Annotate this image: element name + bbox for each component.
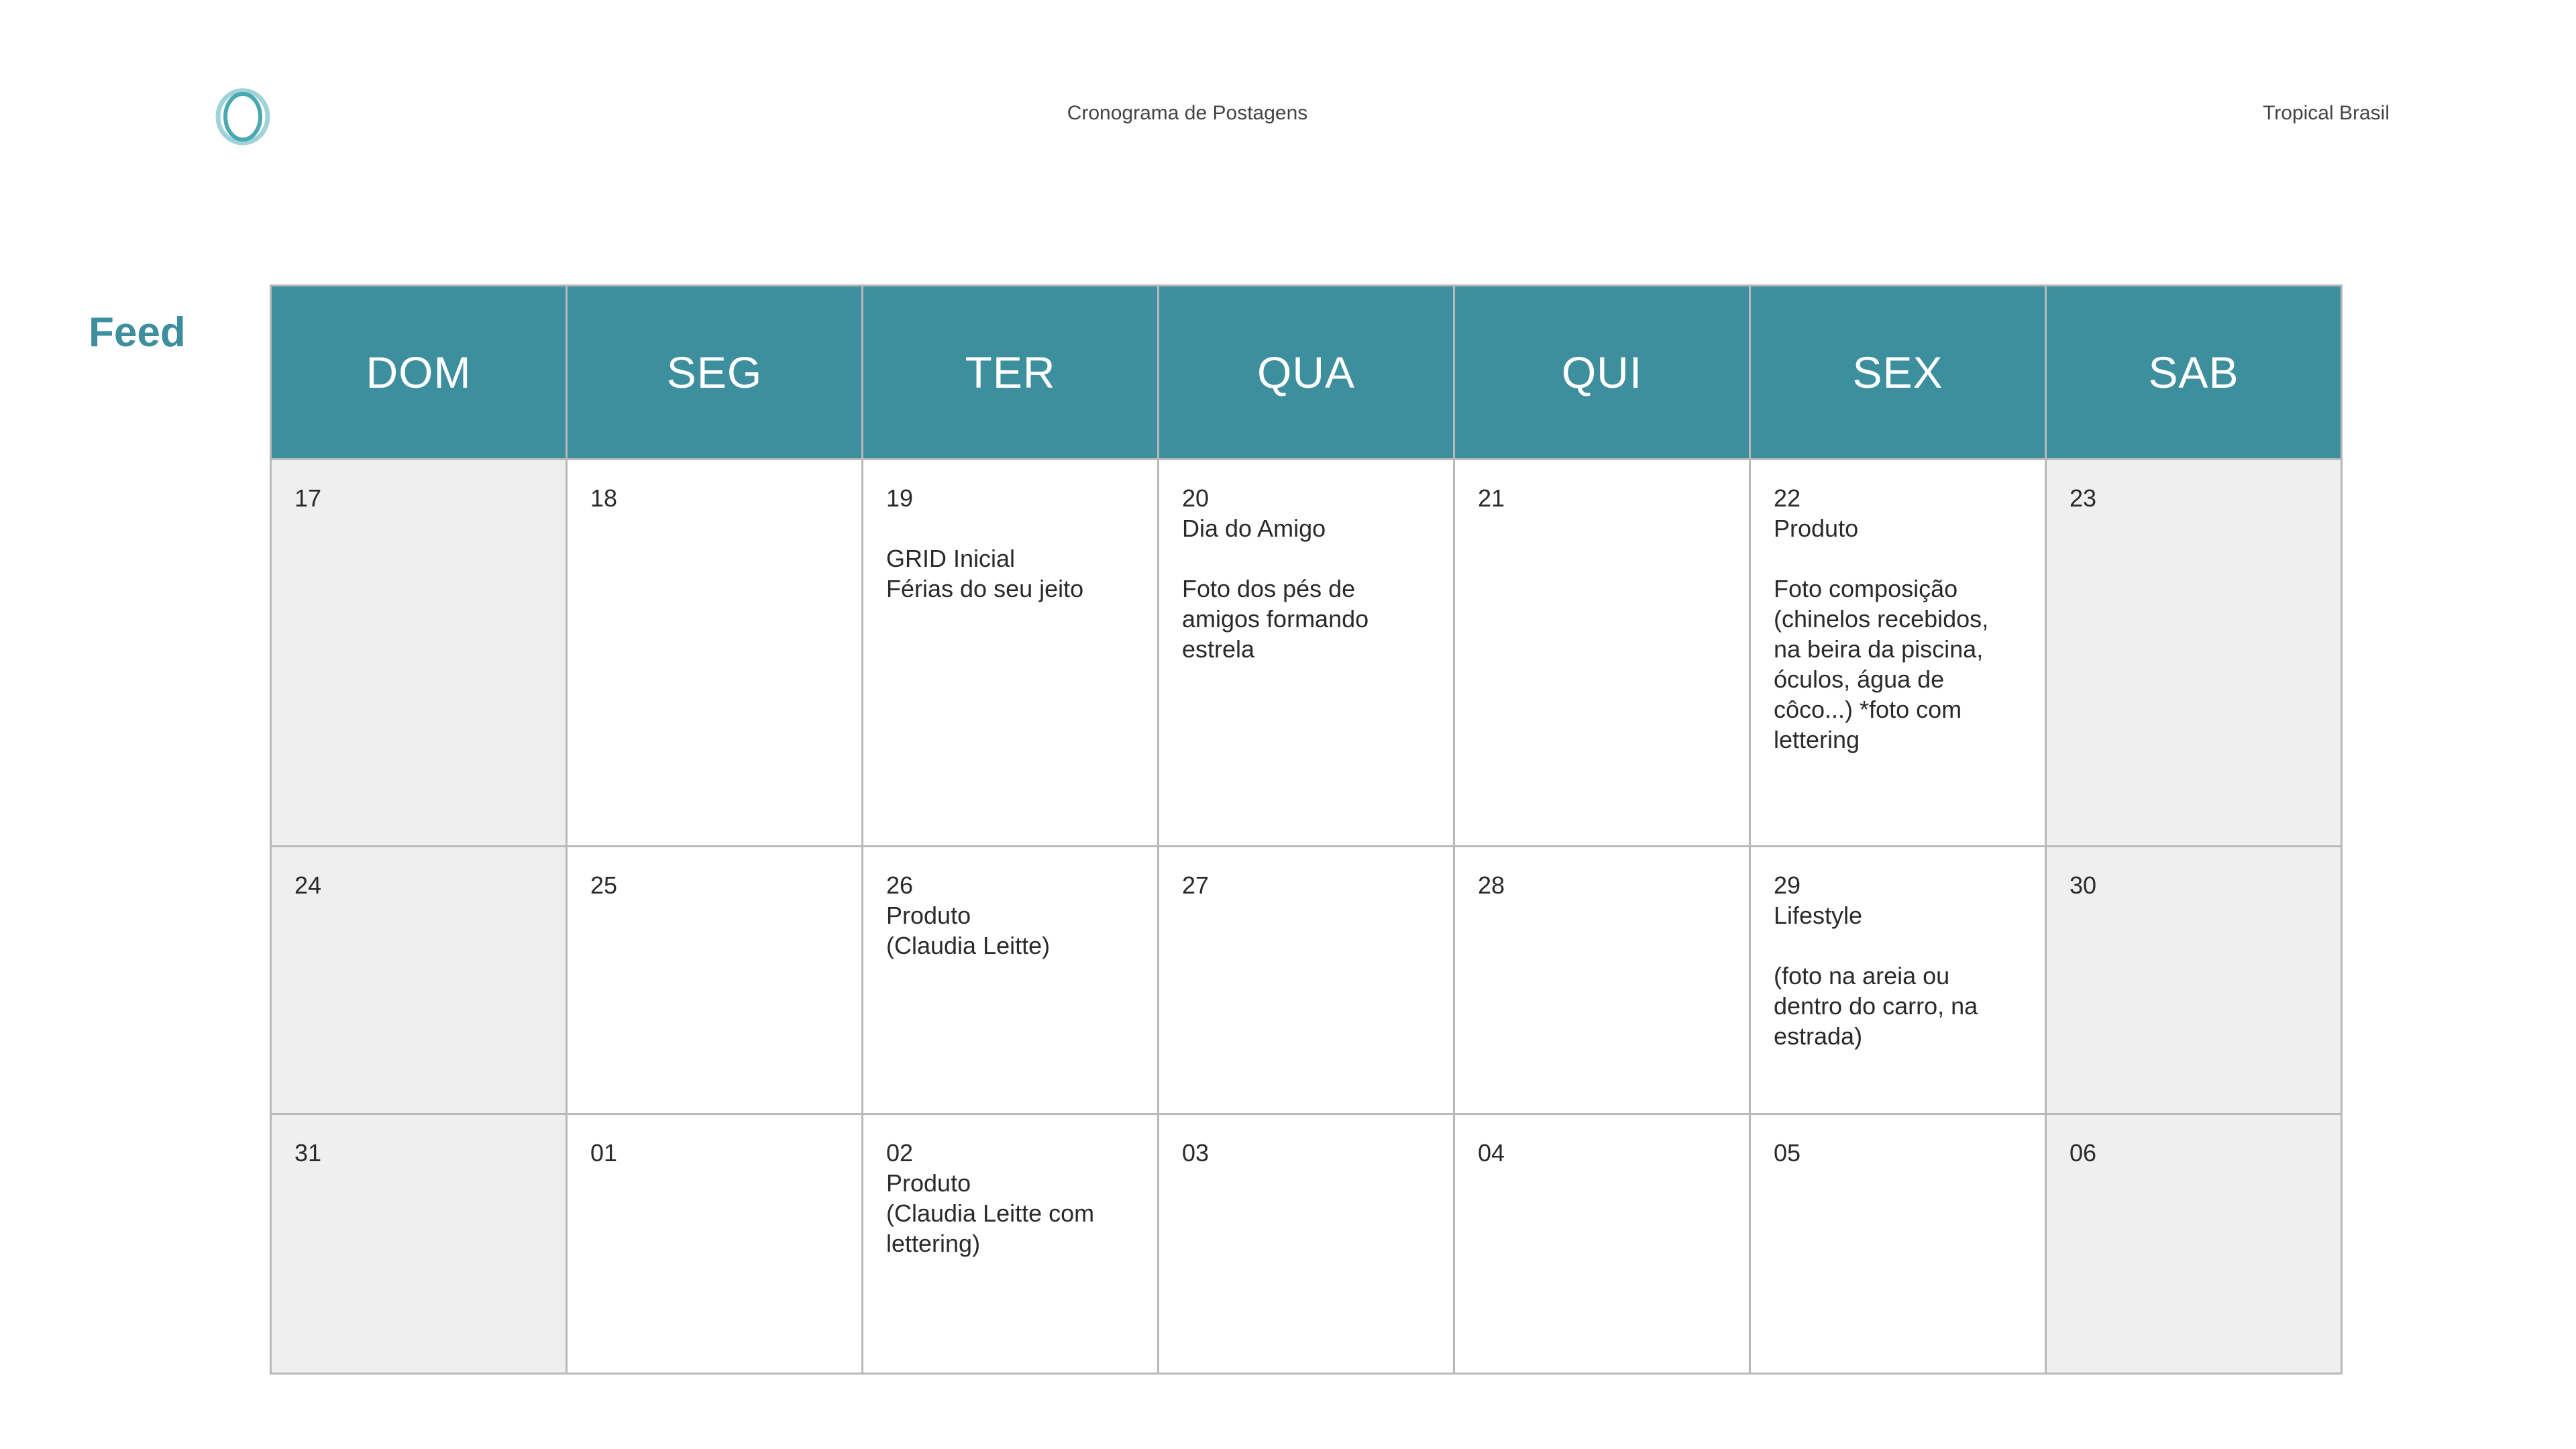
weekday-header: TER [863,286,1159,460]
calendar-day-cell [567,1114,863,1374]
day-number: 27 [1182,871,1210,899]
weekday-header: DOM [271,286,567,460]
calendar-day-cell [271,460,567,847]
calendar-week-row [271,1114,2342,1374]
day-number: 31 [294,1139,322,1167]
day-note: Produto Foto composição (chinelos recebidos, na beira da piscina, óculos, água de côco...) *foto com lettering [1774,515,1989,753]
day-note: Dia do Amigo Foto dos pés de amigos formando estrela [1182,515,1369,663]
calendar-table [270,284,2343,1375]
day-number: 29 [1774,871,1801,899]
day-number: 25 [590,871,618,899]
calendar-day-cell [2046,847,2342,1114]
ring-logo-icon [213,86,272,148]
day-number: 23 [2070,484,2097,512]
day-number: 26 [886,871,914,899]
calendar-day-cell [2046,1114,2342,1374]
calendar-day-cell [1159,1114,1454,1374]
weekday-header: QUA [1159,286,1454,460]
weekday-header: SEG [567,286,863,460]
day-note: Lifestyle (foto na areia ou dentro do carro, na estrada) [1774,902,1978,1050]
day-note: Produto (Claudia Leitte com lettering) [886,1169,1095,1257]
calendar-day-cell [1454,460,1750,847]
day-note: Produto (Claudia Leitte) [886,902,1051,959]
calendar-week-row [271,460,2342,847]
calendar-day-cell [1159,847,1454,1114]
calendar-day-cell [271,847,567,1114]
day-number: 17 [294,484,322,512]
calendar-day-cell [863,1114,1159,1374]
weekday-header: SEX [1750,286,2046,460]
calendar-day-cell [863,460,1159,847]
day-number: 22 [1774,484,1801,512]
day-number: 30 [2070,871,2097,899]
calendar-day-cell [2046,460,2342,847]
day-number: 28 [1478,871,1505,899]
day-number: 06 [2070,1139,2097,1167]
calendar-day-cell [1750,460,2046,847]
calendar-day-cell [1454,1114,1750,1374]
calendar-week-row [271,847,2342,1114]
day-number: 05 [1774,1139,1801,1167]
day-note: GRID Inicial Férias do seu jeito [886,545,1084,602]
calendar-day-cell [567,460,863,847]
brand-name: Tropical Brasil [2263,102,2390,124]
calendar-header-row [271,286,2342,460]
day-number: 02 [886,1139,914,1167]
calendar-day-cell [863,847,1159,1114]
day-number: 19 [886,484,914,512]
calendar-day-cell [1750,847,2046,1114]
weekday-header: QUI [1454,286,1750,460]
day-number: 24 [294,871,322,899]
calendar-day-cell [1159,460,1454,847]
day-number: 03 [1182,1139,1210,1167]
day-number: 01 [590,1139,618,1167]
day-number: 21 [1478,484,1505,512]
day-number: 18 [590,484,618,512]
day-number: 20 [1182,484,1210,512]
section-label: Feed [89,309,186,356]
page-title: Cronograma de Postagens [1067,102,1308,124]
day-number: 04 [1478,1139,1505,1167]
calendar-day-cell [1750,1114,2046,1374]
calendar-day-cell [1454,847,1750,1114]
weekday-header: SAB [2046,286,2342,460]
calendar-day-cell [567,847,863,1114]
calendar-day-cell [271,1114,567,1374]
